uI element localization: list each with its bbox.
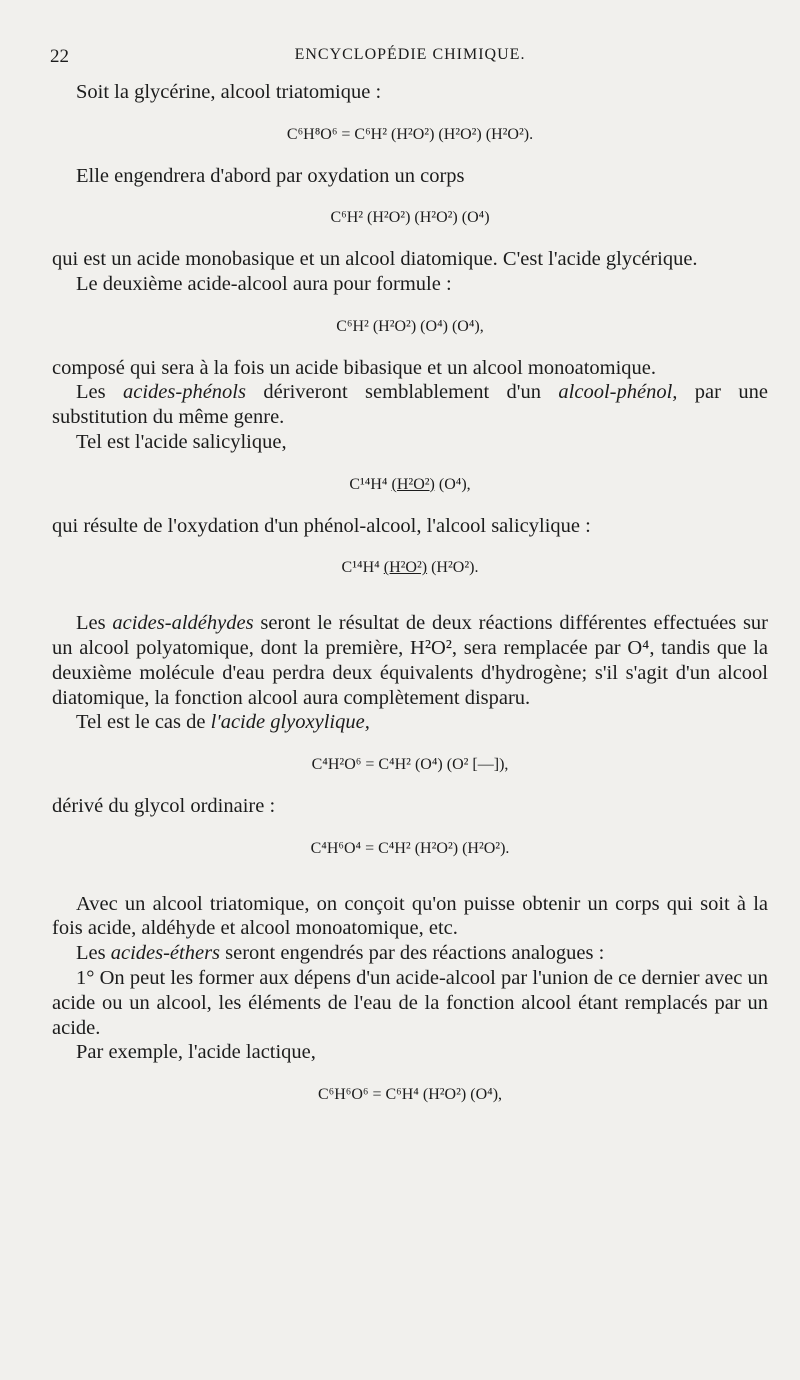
formula: C⁶H⁸O⁶ = C⁶H² (H²O²) (H²O²) (H²O²). <box>286 125 534 143</box>
paragraph: 1° On peut les former aux dépens d'un acide-alcool par l'union de ce dernier avec un acide ou un alcool, les éléments de l'eau de la fonction alcool étant remplacés par un acide. <box>52 966 768 1039</box>
term-acides-ethers: acides-éthers <box>110 942 221 965</box>
paragraph: composé qui sera à la fois un acide bibasique et un alcool monoatomique. <box>52 356 657 379</box>
paragraph: Le deuxième acide-alcool aura pour formule : <box>76 272 452 295</box>
paragraph: qui est un acide monobasique et un alcool diatomique. C'est l'acide glycérique. <box>52 248 698 271</box>
paragraph: Soit la glycérine, alcool triatomique : <box>76 81 382 103</box>
formula: C⁴H²O⁶ = C⁴H² (O⁴) (O² [—]), <box>311 756 509 774</box>
formula: C⁶H² (H²O²) (O⁴) (O⁴), <box>336 317 484 335</box>
page-body <box>52 80 768 1124</box>
formula: C⁶H² (H²O²) (H²O²) (O⁴) <box>330 209 490 227</box>
paragraph: qui résulte de l'oxydation d'un phénol-alcool, l'alcool salicylique : <box>52 514 591 537</box>
paragraph: Avec un alcool triatomique, on conçoit qu'on puisse obtenir un corps qui soit à la fois acide, aldéhyde et alcool monoatomique, etc. <box>52 892 768 940</box>
running-title: ENCYCLOPÉDIE CHIMIQUE. <box>294 46 526 63</box>
paragraph: Tel est le cas de l'acide glyoxylique, <box>76 711 370 734</box>
term-acides-aldehydes: acides-aldéhydes <box>112 612 254 635</box>
formula: C⁶H⁶O⁶ = C⁶H⁴ (H²O²) (O⁴), <box>317 1086 503 1104</box>
paragraph: Elle engendrera d'abord par oxydation un corps <box>76 164 465 187</box>
formula: C¹⁴H⁴ (H²O²) (O⁴), <box>349 475 471 493</box>
formula: C¹⁴H⁴ (H²O²) (H²O²). <box>341 559 479 577</box>
paragraph: Les acides-phénols dériveront semblablement d'un alcool-phénol, par une substitution du même genre. <box>52 381 768 429</box>
paragraph: Les acides-éthers seront engendrés par des réactions analogues : <box>76 942 605 965</box>
page-number: 22 <box>50 46 69 67</box>
paragraph: Tel est l'acide salicylique, <box>76 430 287 453</box>
term-acide-glyoxylique: l'acide glyoxylique, <box>210 711 370 734</box>
term-acides-phenols: acides-phénols <box>123 381 246 404</box>
paragraph: dérivé du glycol ordinaire : <box>52 794 276 817</box>
formula: C⁴H⁶O⁴ = C⁴H² (H²O²) (H²O²). <box>310 839 510 857</box>
page-header <box>50 46 770 70</box>
term-alcool-phenol: alcool-phénol, <box>558 381 678 404</box>
paragraph: Par exemple, l'acide lactique, <box>76 1041 316 1064</box>
paragraph: Les acides-aldéhydes seront le résultat de deux réactions différentes effectuées sur un alcool polyatomique, dont la première, H²O², sera remplacée par O⁴, tandis que la deuxième molécule d'eau perdra deux équivalents d'hydrogène; s'il s'agit d'un alcool diatomique, la fonction alcool aura complètement disparu. <box>52 612 769 709</box>
